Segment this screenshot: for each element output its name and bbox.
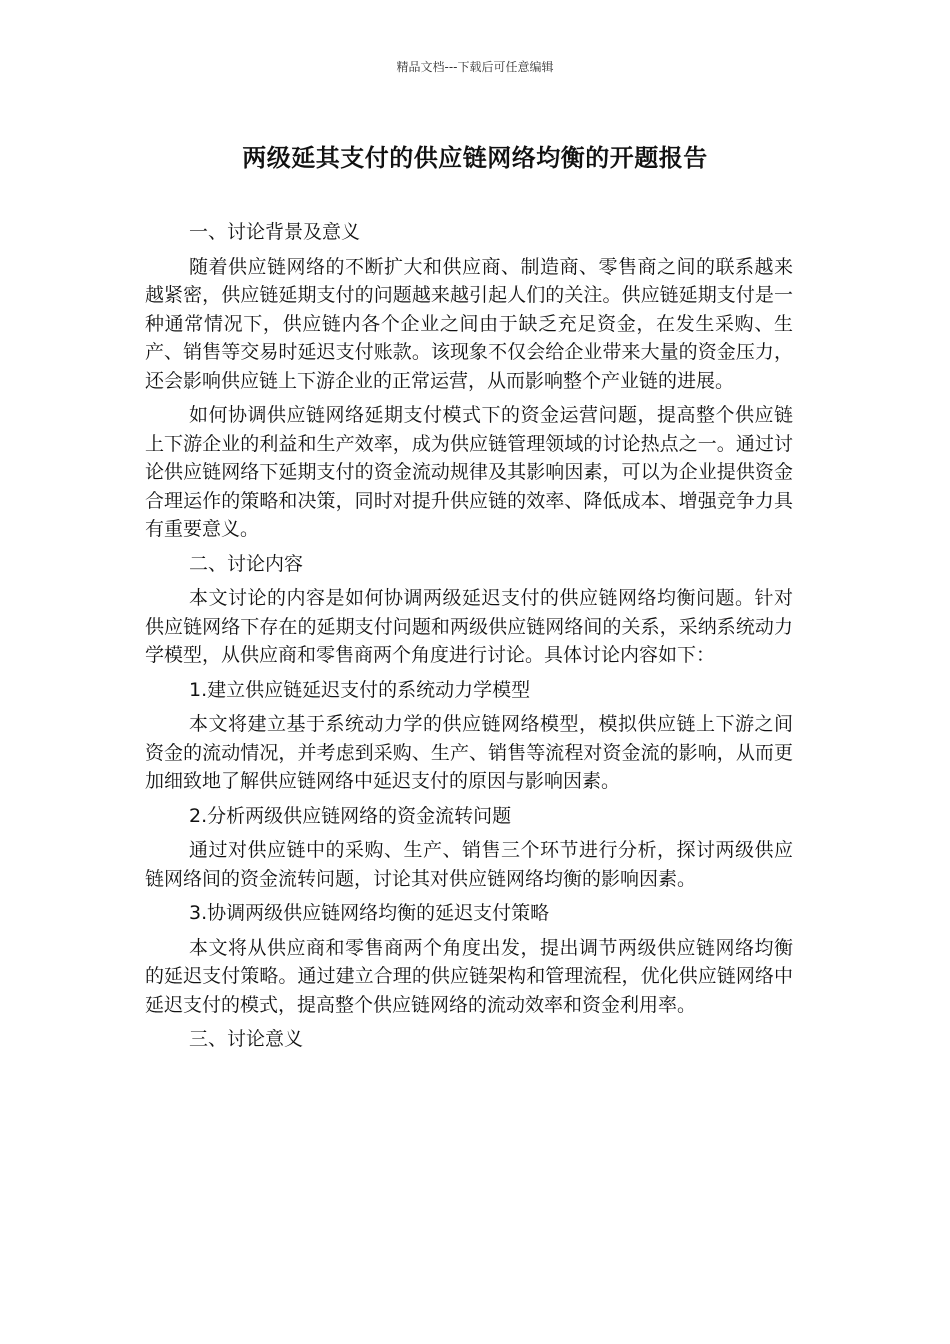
header-note: 精品文档---下载后可任意编辑 (396, 60, 554, 74)
document-title: 两级延其支付的供应链网络均衡的开题报告 (242, 144, 708, 172)
paragraph: 随着供应链网络的不断扩大和供应商、制造商、零售商之间的联系越来越紧密，供应链延期支付的问题越来越引起人们的关注。供应链延期支付是一种通常情况下，供应链内各个企业之间由于缺乏充足资金，在发生采购、生产、销售等交易时延迟支付账款。该现象不仅会给企业带来大量的资金压力，还会影响供应链上下游企业的正常运营，从而影响整个产业链的进展。 (145, 255, 793, 392)
section-heading: 二、讨论内容 (189, 552, 304, 575)
paragraph: 如何协调供应链网络延期支付模式下的资金运营问题，提高整个供应链上下游企业的利益和生产效率，成为供应链管理领域的讨论热点之一。通过讨论供应链网络下延期支付的资金流动规律及其影响因素，可以为企业提供资金合理运作的策略和决策，同时对提升供应链的效率、降低成本、增强竞争力具有重要意义。 (145, 404, 793, 540)
subsection-heading: 1.建立供应链延迟支付的系统动力学模型 (189, 678, 531, 701)
subsection-heading: 2.分析两级供应链网络的资金流转问题 (189, 804, 512, 827)
section-heading: 一、讨论背景及意义 (189, 221, 361, 243)
paragraph: 本文将从供应商和零售商两个角度出发，提出调节两级供应链网络均衡的延迟支付策略。通过建立合理的供应链架构和管理流程，优化供应链网络中延迟支付的模式，提高整个供应链网络的流动效率和资金利用率。 (145, 936, 793, 1016)
subsection-heading: 3.协调两级供应链网络均衡的延迟支付策略 (189, 902, 550, 924)
paragraph: 本文将建立基于系统动力学的供应链网络模型，模拟供应链上下游之间资金的流动情况，并考虑到采购、生产、销售等流程对资金流的影响，从而更加细致地了解供应链网络中延迟支付的原因与影响因素。 (145, 713, 793, 792)
section-heading: 三、讨论意义 (189, 1028, 304, 1050)
document-body (145, 212, 793, 1060)
paragraph: 本文讨论的内容是如何协调两级延迟支付的供应链网络均衡问题。针对供应链网络下存在的延期支付问题和两级供应链网络间的关系，采纳系统动力学模型，从供应商和零售商两个角度进行讨论。具体讨论内容如下： (145, 587, 793, 666)
paragraph: 通过对供应链中的采购、生产、销售三个环节进行分析，探讨两级供应链网络间的资金流转问题，讨论其对供应链网络均衡的影响因素。 (145, 839, 793, 890)
